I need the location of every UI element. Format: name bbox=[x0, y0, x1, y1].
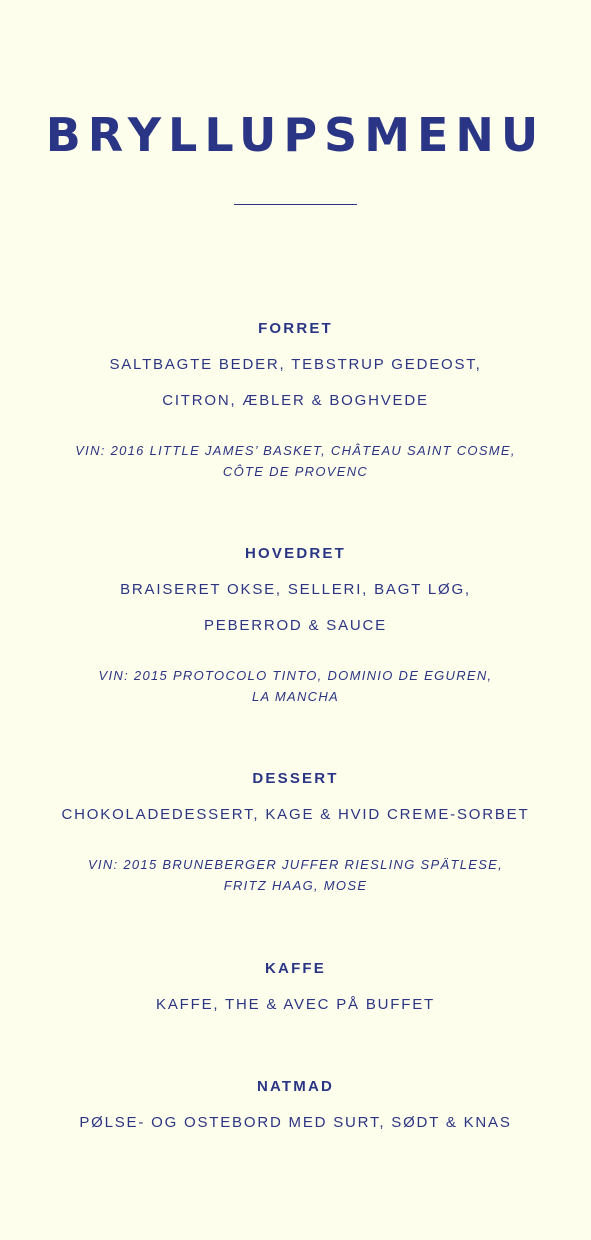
course-hovedret bbox=[0, 544, 591, 707]
dish-line: CHOKOLADEDESSERT, KAGE & HVID CREME-SORBET bbox=[61, 806, 530, 823]
course-dessert bbox=[0, 769, 591, 896]
course-dish bbox=[0, 347, 591, 419]
wine-line: VIN: 2015 BRUNEBERGER JUFFER RIESLING SPÄTLESE, bbox=[87, 857, 504, 872]
course-heading: NATMAD bbox=[256, 1078, 335, 1095]
wine-line: VIN: 2016 LITTLE JAMES’ BASKET, CHÂTEAU SAINT COSME, bbox=[75, 443, 516, 458]
wine-line: CÔTE DE PROVENC bbox=[222, 464, 369, 479]
dish-line: KAFFE, THE & AVEC PÅ BUFFET bbox=[156, 996, 435, 1013]
course-dish bbox=[0, 572, 591, 644]
course-dish bbox=[0, 797, 591, 833]
dish-line: PEBERROD & SAUCE bbox=[203, 617, 387, 634]
title-divider bbox=[234, 204, 357, 205]
dish-line: BRAISERET OKSE, SELLERI, BAGT LØG, bbox=[120, 581, 471, 598]
course-kaffe bbox=[0, 959, 591, 1023]
course-dish bbox=[0, 987, 591, 1023]
course-heading: HOVEDRET bbox=[245, 545, 346, 562]
course-forret bbox=[0, 319, 591, 482]
course-heading: KAFFE bbox=[265, 960, 326, 977]
course-wine bbox=[0, 854, 591, 896]
course-natmad bbox=[0, 1077, 591, 1141]
course-dish bbox=[0, 1105, 591, 1141]
dish-line: SALTBAGTE BEDER, TEBSTRUP GEDEOST, bbox=[109, 356, 482, 373]
menu-title: BRYLLUPSMENU bbox=[45, 108, 546, 162]
course-heading: FORRET bbox=[258, 320, 333, 337]
dish-line: CITRON, ÆBLER & BOGHVEDE bbox=[162, 392, 429, 409]
course-heading: DESSERT bbox=[252, 770, 339, 787]
wine-line: VIN: 2015 PROTOCOLO TINTO, DOMINIO DE EGUREN, bbox=[98, 668, 493, 683]
dish-line: PØLSE- OG OSTEBORD MED SURT, SØDT & KNAS bbox=[79, 1114, 512, 1131]
course-wine bbox=[0, 665, 591, 707]
course-wine bbox=[0, 440, 591, 482]
wine-line: LA MANCHA bbox=[251, 689, 340, 704]
wine-line: FRITZ HAAG, MOSE bbox=[223, 878, 368, 893]
